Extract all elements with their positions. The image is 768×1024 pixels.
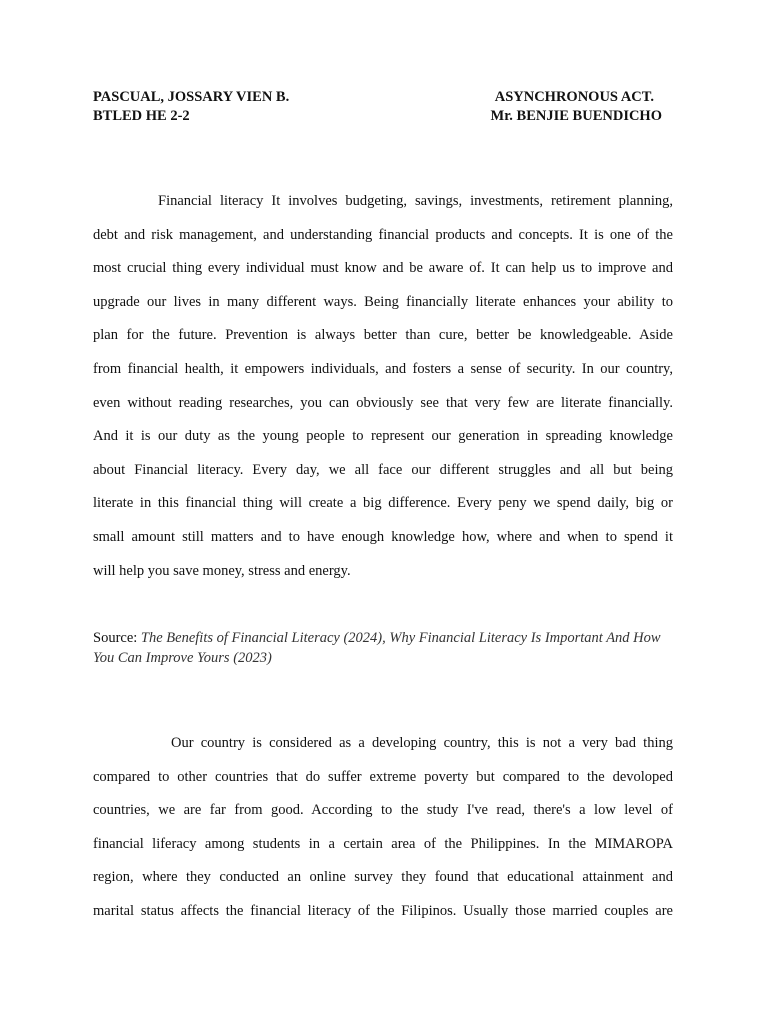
- paragraph-line: marital status affects the financial literacy of the Filipinos. Usually those married couples are: [93, 902, 673, 919]
- paragraph-line: region, where they conducted an online survey they found that educational attainment and: [93, 869, 673, 886]
- header-row-2: [93, 107, 673, 126]
- paragraph-line: Financial literacy It involves budgeting, savings, investments, retirement planning,: [158, 193, 673, 209]
- paragraph-line: literate in this financial thing will create a big difference. Every peny we spend daily, big or: [93, 495, 673, 512]
- paragraph-line: small amount still matters and to have enough knowledge how, where and when to spend it: [93, 528, 673, 545]
- paragraph-line: most crucial thing every individual must know and be aware of. It can help us to improve and: [93, 260, 673, 277]
- paragraph-line: compared to other countries that do suffer extreme poverty but compared to the devoloped: [93, 768, 673, 785]
- header-row-1: [93, 88, 673, 107]
- paragraph-developing-country: [93, 727, 673, 929]
- paragraph-line: will help you save money, stress and energy.: [93, 562, 351, 579]
- document-header: [93, 88, 673, 126]
- source-label: Source:: [93, 630, 141, 646]
- paragraph-line: upgrade our lives in many different ways. Being financially literate enhances your ability to: [93, 293, 673, 310]
- source-reference: The Benefits of Financial Literacy (2024), Why Financial Literacy Is Important And How You Can Improve Yours (2023): [93, 630, 661, 666]
- paragraph-line: debt and risk management, and understanding financial products and concepts. It is one of the: [93, 226, 673, 243]
- section-code: BTLED HE 2-2: [93, 108, 190, 124]
- author-name: PASCUAL, JOSSARY VIEN B.: [93, 89, 290, 105]
- paragraph-line: countries, we are far from good. According to the study I've read, there's a low level of: [93, 802, 673, 819]
- paragraph-line: even without reading researches, you can obviously see that very few are literate financially.: [93, 394, 673, 411]
- paragraph-financial-literacy: [93, 185, 673, 588]
- activity-title: ASYNCHRONOUS ACT.: [494, 89, 654, 105]
- instructor-name: Mr. BENJIE BUENDICHO: [490, 108, 662, 124]
- paragraph-line: about Financial literacy. Every day, we all face our different struggles and all but being: [93, 461, 673, 478]
- paragraph-line: financial liferacy among students in a certain area of the Philippines. In the MIMAROPA: [93, 835, 673, 852]
- paragraph-line: plan for the future. Prevention is always better than cure, better be knowledgeable. Aside: [93, 327, 673, 344]
- paragraph-line: And it is our duty as the young people to represent our generation in spreading knowledge: [93, 428, 673, 445]
- paragraph-line: Our country is considered as a developing country, this is not a very bad thing: [171, 735, 673, 751]
- source-citation: [93, 628, 673, 668]
- paragraph-line: from financial health, it empowers individuals, and fosters a sense of security. In our country,: [93, 360, 673, 377]
